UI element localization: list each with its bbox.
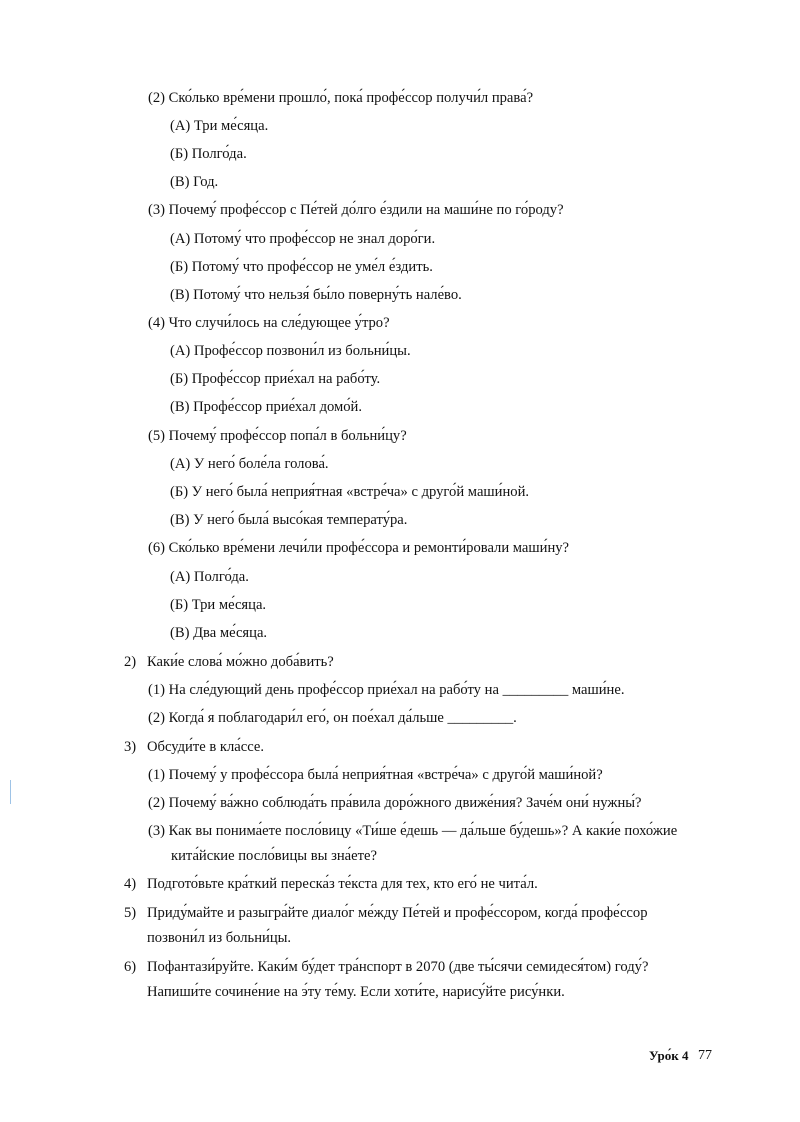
- question-5-option-c: (В) У него́ была́ высо́кая температу́ра.: [170, 512, 408, 528]
- question-6-option-a: (А) Полго́да.: [170, 569, 249, 585]
- task-3-item-2: (2) Почему́ ва́жно соблюда́ть пра́вила доро́жного движе́ния? Заче́м они́ нужны́?: [148, 795, 642, 811]
- margin-mark: [10, 780, 11, 804]
- task-3-item-3: (3) Как вы понима́ете посло́вицу «Ти́ше е́дешь — да́льше бу́дешь»? А каки́е похо́жие: [148, 823, 678, 839]
- task-4-text: Подгото́вьте кра́ткий переска́з те́кста для тех, кто его́ не чита́л.: [147, 876, 538, 892]
- question-6-text: (6) Ско́лько вре́мени лечи́ли профе́ссора и ремонти́ровали маши́ну?: [148, 540, 570, 556]
- question-4-text: (4) Что случи́лось на сле́дующее у́тро?: [148, 315, 390, 331]
- task-4-number: 4): [124, 876, 137, 892]
- question-4-option-b: (Б) Профе́ссор прие́хал на рабо́ту.: [170, 371, 381, 387]
- question-2-option-c: (В) Год.: [170, 174, 219, 190]
- task-6-text-line-1: Пофантази́руйте. Каки́м бу́дет тра́нспорт в 2070 (две ты́сячи семидеся́том) году́?: [147, 959, 649, 975]
- task-2-item-1: (1) На сле́дующий день профе́ссор прие́хал на рабо́ту на _________ маши́не.: [148, 682, 625, 698]
- task-3-item-3-continued: кита́йские посло́вицы вы зна́ете?: [171, 848, 377, 864]
- question-5-option-b: (Б) У него́ была́ неприя́тная «встре́ча» с друго́й маши́ной.: [170, 484, 530, 500]
- page-number: 77: [698, 1048, 712, 1063]
- task-3-item-1: (1) Почему́ у профе́ссора была́ неприя́тная «встре́ча» с друго́й маши́ной?: [148, 767, 603, 783]
- task-6-number: 6): [124, 959, 137, 975]
- question-3-text: (3) Почему́ профе́ссор с Пе́тей до́лго е́здили на маши́не по го́роду?: [148, 202, 564, 218]
- question-3-option-a: (А) Потому́ что профе́ссор не знал доро́ги.: [170, 231, 436, 247]
- task-2-number: 2): [124, 654, 137, 670]
- question-2-option-b: (Б) Полго́да.: [170, 146, 247, 162]
- question-4-option-c: (В) Профе́ссор прие́хал домо́й.: [170, 399, 363, 415]
- task-5-text-line-1: Приду́майте и разыгра́йте диало́г ме́жду Пе́тей и профе́ссором, когда́ профе́ссор: [147, 905, 648, 921]
- footer-lesson-label: Уро́к 4: [649, 1048, 689, 1063]
- task-2-title: Каки́е слова́ мо́жно доба́вить?: [147, 654, 334, 670]
- question-4-option-a: (А) Профе́ссор позвони́л из больни́цы.: [170, 343, 411, 359]
- question-3-option-b: (Б) Потому́ что профе́ссор не уме́л е́здить.: [170, 259, 433, 275]
- question-6-option-b: (Б) Три ме́сяца.: [170, 597, 267, 613]
- question-5-option-a: (А) У него́ боле́ла голова́.: [170, 456, 329, 472]
- task-3-number: 3): [124, 739, 137, 755]
- task-2-item-2: (2) Когда́ я поблагодари́л его́, он пое́хал да́льше _________.: [148, 710, 517, 726]
- task-5-number: 5): [124, 905, 137, 921]
- task-5-text-line-2: позвони́л из больни́цы.: [147, 930, 292, 946]
- question-2-text: (2) Ско́лько вре́мени прошло́, пока́ профе́ссор получи́л права́?: [148, 90, 534, 106]
- question-5-text: (5) Почему́ профе́ссор попа́л в больни́цу?: [148, 428, 407, 444]
- task-3-title: Обсуди́те в кла́ссе.: [147, 739, 265, 755]
- task-6-text-line-2: Напиши́те сочине́ние на э́ту те́му. Если хоти́те, нарису́йте рису́нки.: [147, 984, 565, 1000]
- question-6-option-c: (В) Два ме́сяца.: [170, 625, 268, 641]
- question-3-option-c: (В) Потому́ что нельзя́ бы́ло поверну́ть нале́во.: [170, 287, 462, 303]
- question-2-option-a: (А) Три ме́сяца.: [170, 118, 269, 134]
